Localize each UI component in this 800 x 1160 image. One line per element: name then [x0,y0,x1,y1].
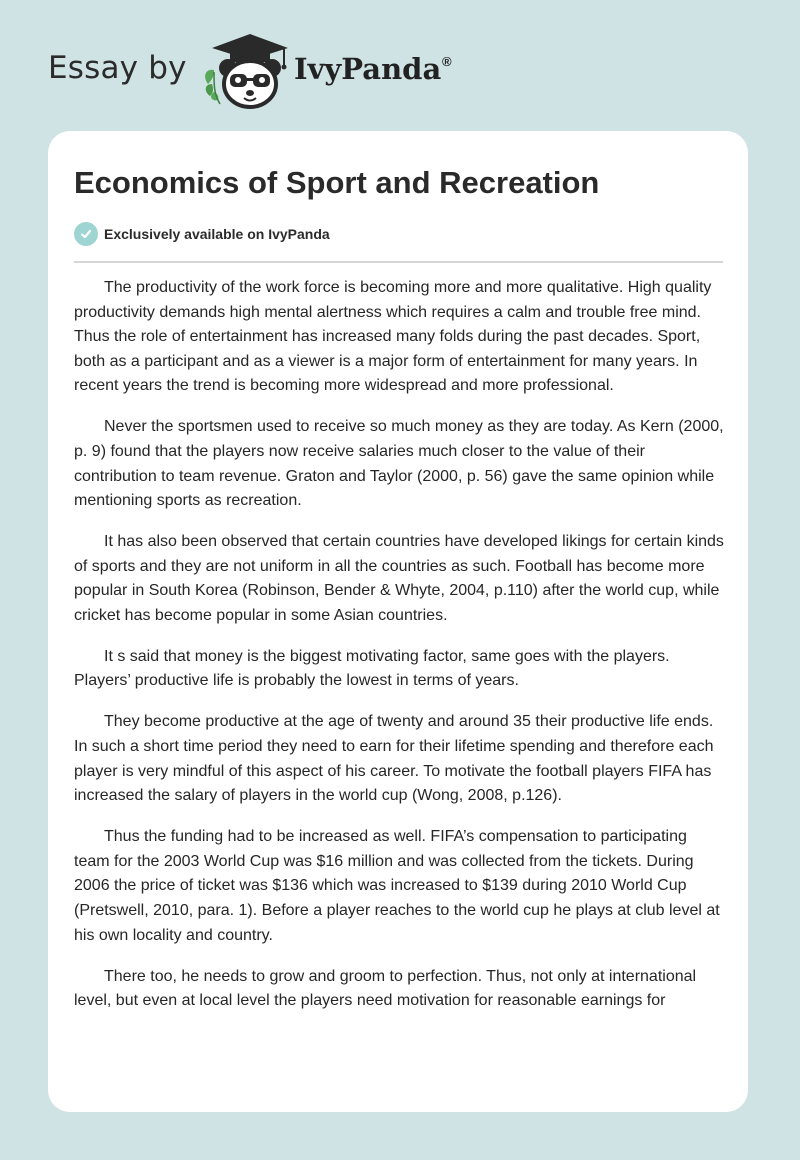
essay-paragraph: Thus the funding had to be increased as well. FIFA’s compensation to participating team for the 2003 World Cup was $16 million and was collected from the tickets. During 2006 the price of ticket was $136 which was increased to $139 during 2010 World Cup (Pretswell, 2010, para. 1). Before a player reaches to the world cup he plays at club level at his own locality and country. [74,828,720,944]
essay-paragraph: It s said that money is the biggest motivating factor, same goes with the players. Players’ productive life is probably the lowest in terms of years. [74,647,670,690]
divider [74,261,723,263]
essay-by-label: Essay by [48,50,187,86]
essay-title: Economics of Sport and Recreation [74,165,600,200]
panda-graduate-icon[interactable] [200,30,292,112]
registered-mark: ® [442,54,452,69]
exclusive-badge [74,221,330,247]
essay-body [74,276,726,1030]
check-circle-icon [74,222,98,246]
essay-card [48,131,748,1112]
ivy-leaf-icon [205,70,220,104]
essay-paragraph: There too, he needs to grow and groom to perfection. Thus, not only at international level, but even at local level the players need motivation for reasonable earnings for [74,967,697,1010]
essay-paragraph: It has also been observed that certain countries have developed likings for certain kinds of sports and they are not uniform in all the countries as such. Football has become more popular in South Korea (Robinson, Bender & Whyte, 2004, p.110) after the world cup, while cricket has become popular in some Asian countries. [74,533,724,624]
essay-paragraph: Never the sportsmen used to receive so much money as they are today. As Kern (2000, p. 9) found that the players now receive salaries much closer to the value of their contribution to team revenue. Graton and Taylor (2000, p. 56) gave the same opinion while mentioning sports as recreation. [74,418,724,510]
exclusive-badge-label: Exclusively available on IvyPanda [104,226,330,242]
essay-paragraph: They become productive at the age of twenty and around 35 their productive life ends. In such a short time period they need to earn for their lifetime spending and therefore each player is very mindful of this aspect of his career. To motivate the football players FIFA has increased the salary of players in the world cup (Wong, 2008, p.126). [74,713,714,805]
brand-logo-text[interactable]: IvyPanda [294,52,442,86]
essay-paragraph: The productivity of the work force is becoming more and more qualitative. High quality productivity demands high mental alertness which requires a calm and trouble free mind. Thus the role of entertainment has increased many folds during the past decades. Sport, both as a participant and as a viewer is a major form of entertainment for many years. In recent years the trend is becoming more widespread and more professional. [74,279,712,395]
site-header [0,0,800,125]
